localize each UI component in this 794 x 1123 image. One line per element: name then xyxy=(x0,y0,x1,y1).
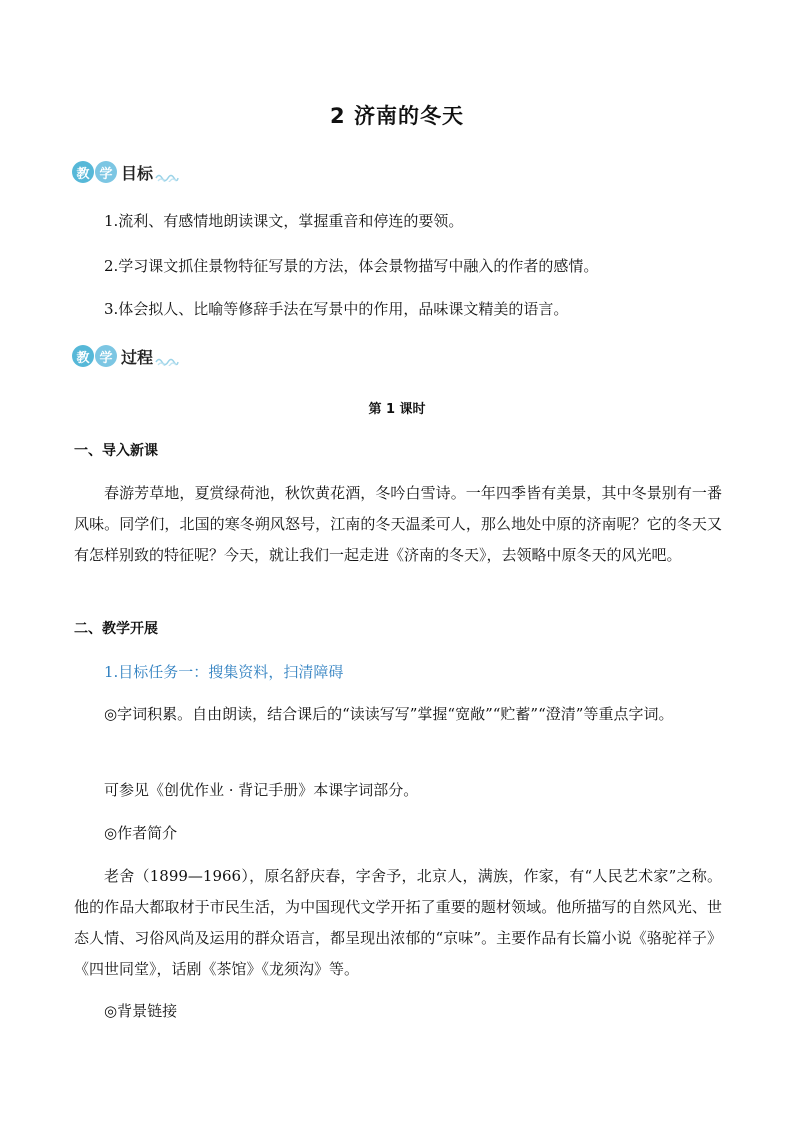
vocab-paragraph: ◎字词积累。自由朗读，结合课后的“读读写写”掌握“宽敞”“贮蓄”“澄清”等重点字词。 xyxy=(104,705,674,723)
section-heading: 一、导入新课 xyxy=(74,443,158,459)
page-title: 2 济南的冬天 xyxy=(330,104,464,128)
author-heading: ◎作者简介 xyxy=(104,824,178,842)
section-header-goals xyxy=(72,158,179,186)
task-heading: 1.目标任务一：搜集资料，扫清障碍 xyxy=(104,663,344,681)
header-circle-1: 教 xyxy=(72,161,94,183)
header-circle-2: 学 xyxy=(95,345,117,367)
goal-item: 3.体会拟人、比喻等修辞手法在写景中的作用，品味课文精美的语言。 xyxy=(104,300,569,318)
wave-decoration-icon xyxy=(155,172,179,182)
section-header-process xyxy=(72,342,179,370)
goal-item: 1.流利、有感情地朗读课文，掌握重音和停连的要领。 xyxy=(104,212,464,230)
wave-decoration-icon xyxy=(155,356,179,366)
header-circle-2: 学 xyxy=(95,161,117,183)
header-text: 过程 xyxy=(121,347,154,367)
header-circle-1: 教 xyxy=(72,345,94,367)
header-text: 目标 xyxy=(121,163,154,183)
goal-item: 2.学习课文抓住景物特征写景的方法，体会景物描写中融入的作者的感情。 xyxy=(104,257,599,275)
background-heading: ◎背景链接 xyxy=(104,1002,178,1020)
reference-line: 可参见《创优作业 · 背记手册》本课字词部分。 xyxy=(104,781,419,799)
intro-paragraph: 春游芳草地，夏赏绿荷池，秋饮黄花酒，冬吟白雪诗。一年四季皆有美景，其中冬景别有一番风味。同学们，北国的寒冬朔风怒号，江南的冬天温柔可人，那么地处中原的济南呢？它的冬天又有怎样别致的特征呢？今天，就让我们一起走进《济南的冬天》，去领略中原冬天的风光吧。 xyxy=(74,484,722,564)
author-paragraph: 老舍（1899—1966），原名舒庆春，字舍予，北京人，满族，作家，有“人民艺术家”之称。他的作品大都取材于市民生活，为中国现代文学开拓了重要的题材领域。他所描写的自然风光、世态人情、习俗风尚及运用的群众语言，都呈现出浓郁的“京味”。主要作品有长篇小说《骆驼祥子》《四世同堂》，话剧《茶馆》《龙须沟》等。 xyxy=(74,867,722,978)
section-heading: 二、教学开展 xyxy=(74,621,158,637)
lesson-label: 第 1 课时 xyxy=(368,402,426,417)
